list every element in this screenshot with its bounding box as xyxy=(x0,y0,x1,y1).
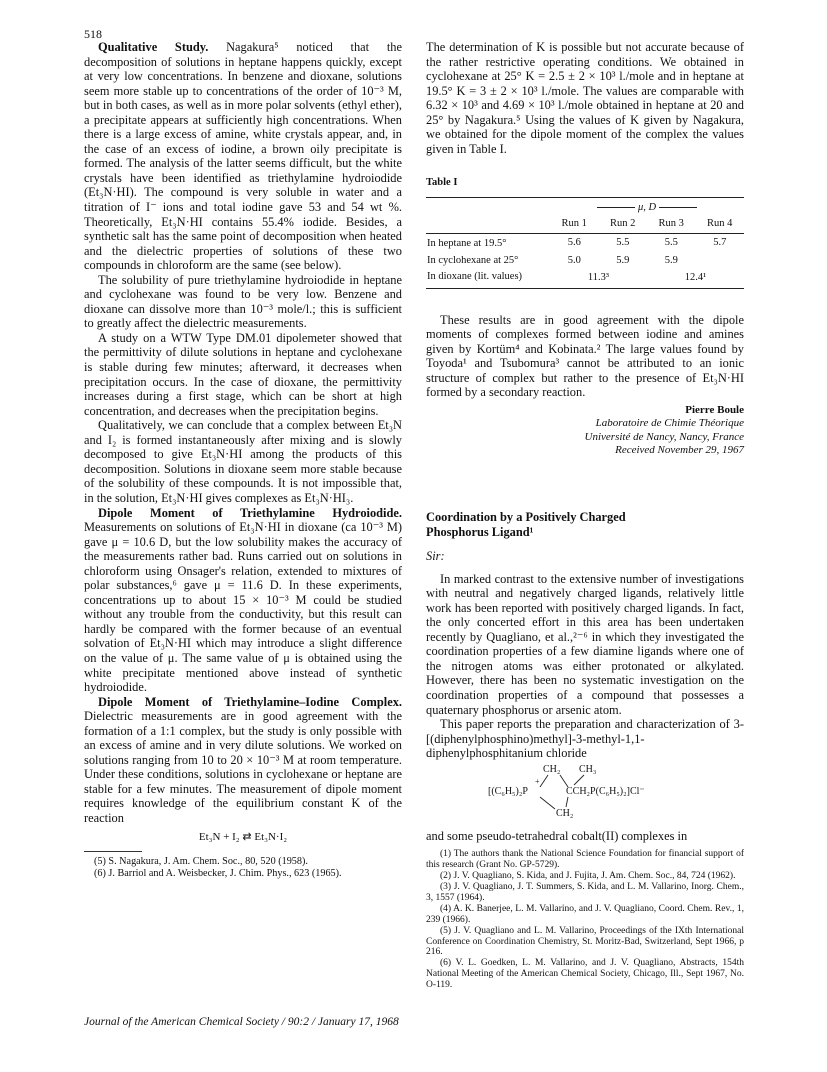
salutation: Sir: xyxy=(426,549,445,564)
row-label: In heptane at 19.5° xyxy=(427,238,507,250)
table-block xyxy=(426,176,744,288)
structure-bonds xyxy=(426,761,744,825)
paragraph: In marked contrast to the extensive number of investigations with neutral and negatively charged ligands, relatively little work has been reported with positively charged ligands. In fact, the only concerted effort in this area has been undertaken recently by Quagliano, et al.,²⁻⁶ in which they investigated the coordination properties of a few diamine ligands where one of the nitrogen atoms was either protonated or alkylated. However, there has been no systematic investigation on the coordination properties of a compound that possesses a quaternary phosphorus or arsenic atom. xyxy=(426,571,744,717)
paragraph xyxy=(84,40,402,273)
table-cell xyxy=(696,253,745,270)
paragraph: This paper reports the preparation and characterization of 3-[(diphenylphosphino)methyl]-3-methyl-1,1-diphenylphosphitanium chloride xyxy=(426,717,744,761)
author-name: Pierre Boule xyxy=(685,403,744,416)
table-cell: 5.7 xyxy=(713,237,727,249)
paragraph: Qualitatively, we can conclude that a complex between Et₃N and I₂ is formed instantaneously after mixing and is slowly decomposed to give Et₃N·HI among the products of this decomposition. Solutions in dioxane seem more stable because of the solubility of these compounds. It is not impossible that, in the solution, Et₃N·HI gives complexes as Et₃N·HI₃. xyxy=(84,418,402,505)
paragraph: These results are in good agreement with the dipole moments of complexes formed between iodine and amines given by Kortüm⁴ and Kobinata.² The large values found by Toyoda¹ and Tsubomura³ cannot be attributed to an ionic structure of complex but rather to the presence of Et₃N·HI formed by a secondary reaction. xyxy=(426,312,744,400)
footnotes xyxy=(426,849,744,991)
structure-label: + xyxy=(535,776,540,786)
equation: Et₃N + I₂ ⇄ Et₃N·I₂ xyxy=(198,830,288,843)
column-header: Run 2 xyxy=(610,218,636,230)
table-cell: 12.4¹ xyxy=(684,272,707,284)
paragraph: The solubility of pure triethylamine hydroiodide in heptane and cyclohexane was found to be very low. Benzene and dioxane can dissolve more than 10⁻³ mole/l.; this is sufficient to greatly affect the dielectric measurements. xyxy=(84,272,402,331)
table-caption: Table I xyxy=(426,177,458,189)
affiliation: Université de Nancy, Nancy, France xyxy=(584,430,744,443)
footnote: (1) The authors thank the National Science Foundation for financial support of this research (Grant No. GP-5729). xyxy=(426,849,744,871)
article-title: Coordination by a Positively Charged Phosphorus Ligand¹ xyxy=(426,509,626,539)
table-row xyxy=(426,253,744,270)
section-heading: Dipole Moment of Triethylamine–Iodine Complex. xyxy=(98,694,402,709)
left-column xyxy=(84,40,402,880)
received-date: Received November 29, 1967 xyxy=(615,444,744,457)
column-header: Run 3 xyxy=(658,218,684,230)
column-header: Run 4 xyxy=(707,218,733,230)
paragraph: and some pseudo-tetrahedral cobalt(II) complexes in xyxy=(426,828,688,843)
table-cell: 5.9 xyxy=(664,254,678,266)
footnote: (2) J. V. Quagliano, S. Kida, and J. Fujita, J. Am. Chem. Soc., 84, 724 (1962). xyxy=(440,871,736,882)
table-row xyxy=(426,269,744,288)
footnote: (5) J. V. Quagliano and L. M. Vallarino, Proceedings of the IXth International Conference on Coordination Chemistry, St. Moritz-Bad, Switzerland, Sept 1966, p 216. xyxy=(426,925,744,958)
table-group-header xyxy=(550,197,744,216)
right-column xyxy=(426,40,744,991)
table-cell: 5.0 xyxy=(567,254,581,266)
structure-label: CH₃ xyxy=(579,763,597,775)
footnote: (4) A. K. Banerjee, L. M. Vallarino, and J. V. Quagliano, Coord. Chem. Rev., 1, 239 (1966). xyxy=(426,903,744,925)
table-cell: 5.5 xyxy=(616,237,630,249)
footnote: (6) V. L. Goedken, L. M. Vallarino, and J. V. Quagliano, Abstracts, 154th National Meeting of the American Chemical Society, Chicago, Ill., Sept 1967, No. O-119. xyxy=(426,958,744,991)
footnote: (6) J. Barriol and A. Weisbecker, J. Chim. Phys., 623 (1965). xyxy=(94,868,342,880)
structure-label: CH₂ xyxy=(543,763,561,775)
paragraph-text: Measurements on solutions of Et₃N·HI in dioxane (ca 10⁻³ M) gave μ = 10.6 D, but the low solubility makes the accuracy of the measurements rather bad. Runs carried out on solutions in chloroform using Onsager's relation, extended to mixtures of polar substances,⁶ gave μ = 11.6 D. In these experiments, concentrations up to about 15 × 10⁻³ M could be studied without any trouble from the conductivity, but this result can hardly be compared with the former because of an eventual solvation of Et₃N·HI which may introduce a slight difference on the value of μ. The same value of μ is obtained using the white precipitate mentioned above instead of synthetic hydroiodide. xyxy=(84,520,402,695)
paragraph: A study on a WTW Type DM.01 dipolemeter showed that the permittivity of dilute solutions in heptane and cyclohexane is stable during few minutes; afterward, it decreases when precipitation occurs. In the case of dioxane, the permittivity increases during a first stage, which can be short at high concentration, and decreases when the precipitation begins. xyxy=(84,330,402,418)
row-label: In cyclohexane at 25° xyxy=(427,254,519,266)
footnote: (3) J. V. Quagliano, J. T. Summers, S. Kida, and L. M. Vallarino, Inorg. Chem., 3, 1557 (1964). xyxy=(426,882,744,903)
table-cell: 5.9 xyxy=(616,254,630,266)
journal-footer: Journal of the American Chemical Society / 90:2 / January 17, 1968 xyxy=(84,1016,399,1028)
table-cell: 5.5 xyxy=(664,237,678,249)
affiliation: Laboratoire de Chimie Théorique xyxy=(595,417,744,430)
footnote: (5) S. Nagakura, J. Am. Chem. Soc., 80, 520 (1958). xyxy=(94,856,308,868)
row-label: In dioxane (lit. values) xyxy=(427,271,523,283)
structure-label: [(C₆H₅)₂P xyxy=(488,785,528,797)
paragraph xyxy=(84,506,402,695)
paragraph-text: Dielectric measurements are in good agreement with the formation of a 1:1 complex, but the study is only possible with an excess of amine and in very dilute solutions. We worked on solutions ranging from 10 to 20 × 10⁻³ M at room temperature. Under these conditions, solutions in cyclohexane or heptane are stable for a few minutes. The measurement of dipole moment requires knowledge of the equilibrium constant K of the reaction xyxy=(84,709,402,825)
section-heading: Dipole Moment of Triethylamine Hydroiodide. xyxy=(98,505,402,520)
footnote-rule xyxy=(84,851,142,852)
section-heading: Qualitative Study. xyxy=(98,40,209,54)
column-header: Run 1 xyxy=(561,218,587,230)
paragraph: The determination of K is possible but not accurate because of the rather restrictive operating conditions. We obtained in cyclohexane at 25° K = 2.5 ± 2 × 10³ l./mole and in heptane at 19.5° K = 3 ± 2 × 10³ l./mole. The values are comparable with 6.32 × 10³ and 4.69 × 10³ l./mole obtained in heptane at 20 and 25° by Nagakura.⁵ Using the values of K given by Nagakura, we obtained for the dipole moment of the complex the values given in Table I. xyxy=(426,40,744,156)
data-table xyxy=(426,197,744,289)
mu-label: μ, D xyxy=(637,201,657,213)
structure-label: CH₂ xyxy=(556,807,574,819)
structure-label: CCH₂P(C₆H₅)₂]Cl⁻ xyxy=(566,785,645,797)
table-cell: 5.6 xyxy=(567,237,581,249)
table-row xyxy=(426,234,744,253)
paragraph xyxy=(84,695,402,826)
chemical-structure xyxy=(426,761,744,825)
page-number: 518 xyxy=(84,27,102,41)
table-cell: 11.3³ xyxy=(587,272,610,284)
paragraph-text: Nagakura⁵ noticed that the decomposition of solutions in heptane happens quickly, except at very low concentrations. In benzene and dioxane, solutions seem more stable up to concentrations of the order of 10⁻³ M, but in both cases, as well as in more polar solvents (ethyl ether), a precipitate appears at sufficiently high concentrations. When there is a large excess of amine, white crystals appear, and, in the case of an excess of iodine, a brown oily precipitate is formed. The analysis of the latter seems difficult, but the white crystals have been identified as triethylamine hydroiodide (Et₃N·HI). The compound is very soluble in water and a titration of I⁻ ions and total iodine gave 53 and 54 wt %. Theoretically, Et₃N·HI contains 55.4% iodide. Besides, a synthetic salt has the same point of decomposition when heated and the dielectric properties of solutions of these two compounds in chloroform are the same (see below). xyxy=(84,40,402,273)
